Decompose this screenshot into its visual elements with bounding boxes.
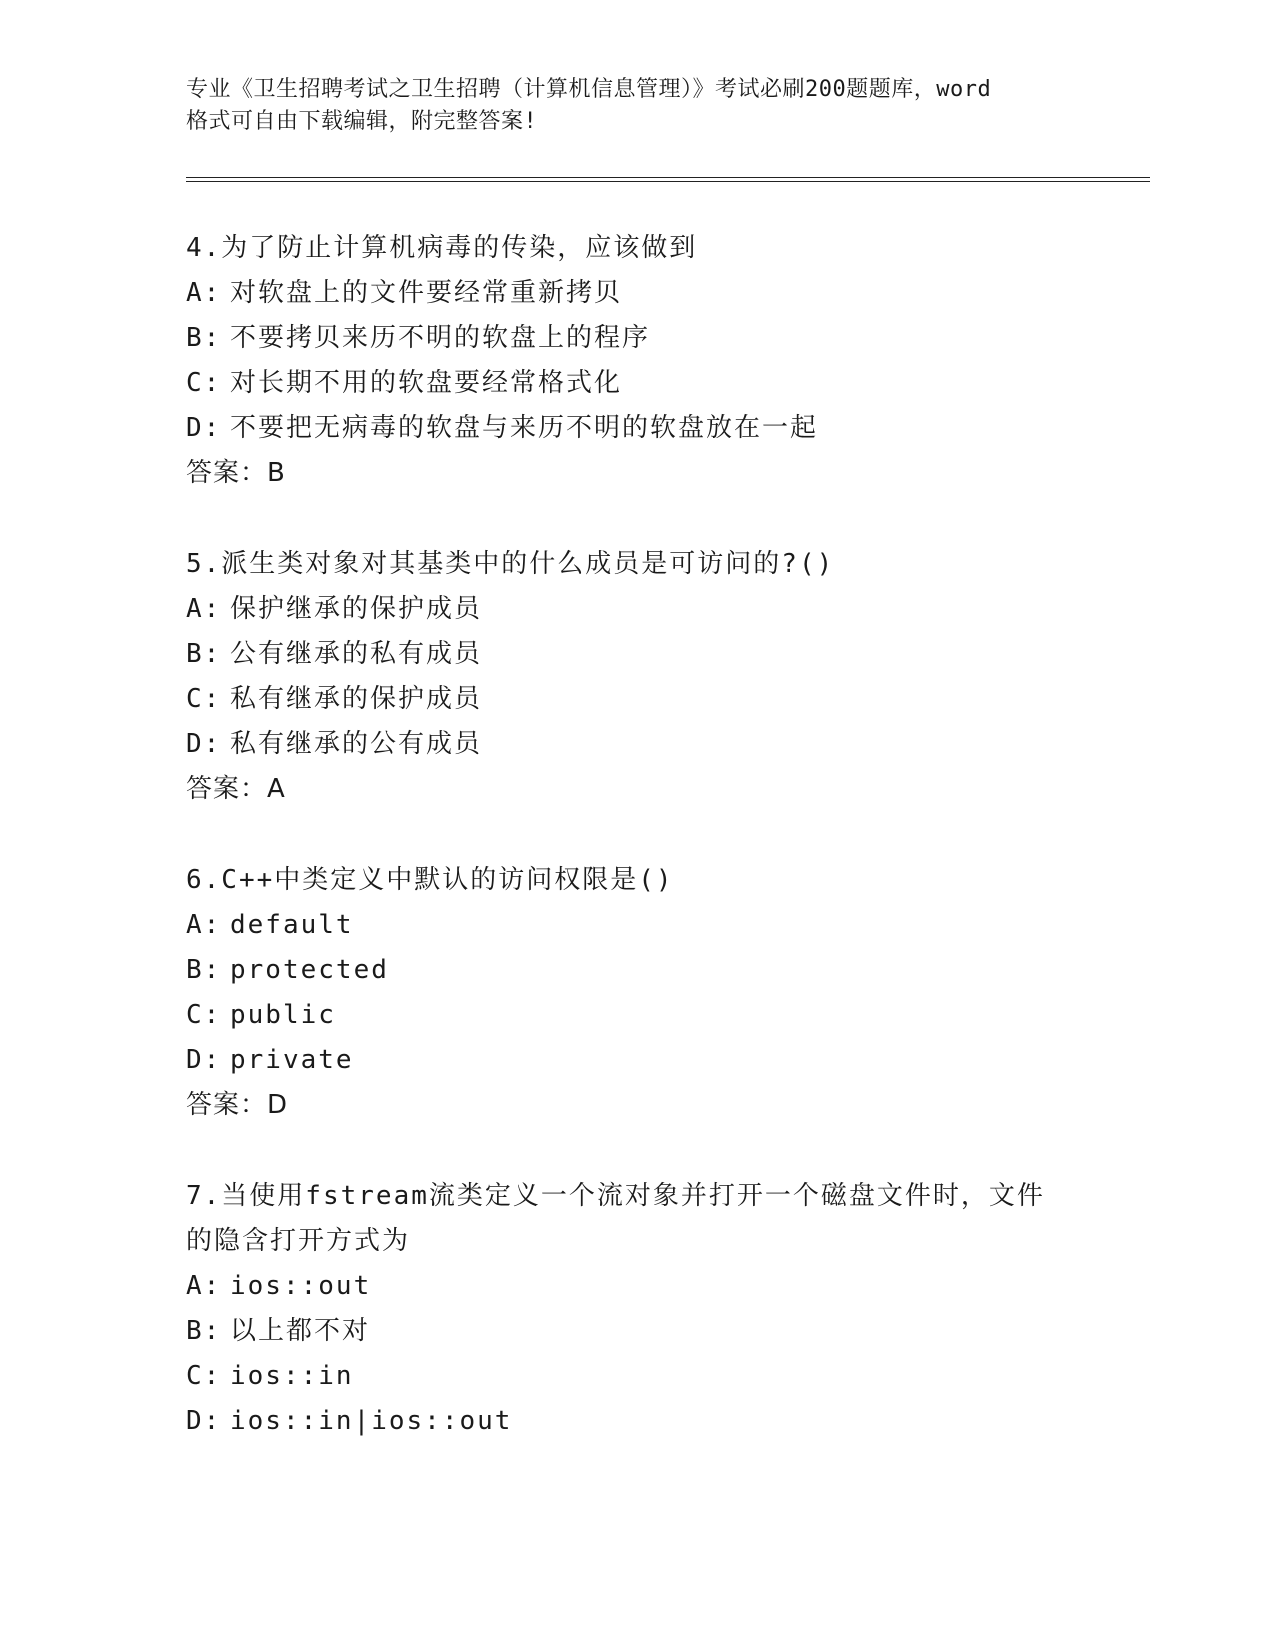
header-double-rule: [186, 177, 1150, 182]
option-text: 私有继承的保护成员: [230, 684, 483, 714]
option-text: 不要把无病毒的软盘与来历不明的软盘放在一起: [230, 413, 819, 443]
option-text: 公有继承的私有成员: [230, 639, 483, 669]
question-6: [186, 858, 1086, 1128]
option-text: private: [230, 1045, 354, 1075]
option-letter: A:: [186, 1271, 222, 1301]
option-text: 不要拷贝来历不明的软盘上的程序: [230, 323, 651, 353]
option-d: [186, 406, 1086, 451]
option-letter: B:: [186, 639, 222, 669]
question-stem: 5.派生类对象对其基类中的什么成员是可访问的?(): [186, 549, 835, 579]
option-letter: B:: [186, 955, 222, 985]
option-letter: C:: [186, 368, 222, 398]
option-text: 对长期不用的软盘要经常格式化: [230, 368, 623, 398]
option-letter: A:: [186, 910, 222, 940]
option-letter: D:: [186, 1045, 222, 1075]
option-a: [186, 271, 1086, 316]
option-d: [186, 1038, 1086, 1083]
question-stem: 6.C++中类定义中默认的访问权限是(): [186, 865, 674, 895]
option-text: ios::in: [230, 1361, 354, 1391]
option-letter: C:: [186, 1000, 222, 1030]
question-stem: 4.为了防止计算机病毒的传染，应该做到: [186, 233, 698, 263]
option-d: [186, 1399, 1086, 1444]
option-letter: A:: [186, 594, 222, 624]
option-a: [186, 903, 1086, 948]
option-letter: D:: [186, 1406, 222, 1436]
option-text: 保护继承的保护成员: [230, 594, 483, 624]
option-text: 以上都不对: [230, 1316, 371, 1346]
option-a: [186, 587, 1086, 632]
option-letter: B:: [186, 323, 222, 353]
option-text: protected: [230, 955, 389, 985]
option-d: [186, 722, 1086, 767]
option-letter: B:: [186, 1316, 222, 1346]
option-letter: C:: [186, 684, 222, 714]
option-c: [186, 1354, 1086, 1399]
question-stem-continued: 的隐含打开方式为: [186, 1226, 411, 1256]
question-stem: 7.当使用fstream流类定义一个流对象并打开一个磁盘文件时，文件: [186, 1181, 1045, 1211]
question-5: [186, 542, 1086, 812]
option-b: [186, 1309, 1086, 1354]
option-c: [186, 677, 1086, 722]
answer-line: 答案：B: [186, 458, 286, 488]
option-b: [186, 632, 1086, 677]
answer-line: 答案：A: [186, 774, 286, 804]
option-text: default: [230, 910, 354, 940]
option-letter: D:: [186, 729, 222, 759]
option-c: [186, 361, 1086, 406]
option-b: [186, 948, 1086, 993]
option-letter: A:: [186, 278, 222, 308]
header-line-1: 专业《卫生招聘考试之卫生招聘（计算机信息管理）》考试必刷200题题库，word: [186, 77, 992, 102]
option-c: [186, 993, 1086, 1038]
document-header: [186, 74, 1086, 138]
option-a: [186, 1264, 1086, 1309]
option-text: ios::in|ios::out: [230, 1406, 513, 1436]
question-4: [186, 226, 1086, 496]
option-text: public: [230, 1000, 336, 1030]
option-b: [186, 316, 1086, 361]
option-text: ios::out: [230, 1271, 372, 1301]
question-7: [186, 1174, 1086, 1444]
header-line-2: 格式可自由下载编辑，附完整答案!: [186, 109, 538, 134]
answer-line: 答案：D: [186, 1090, 289, 1120]
option-letter: D:: [186, 413, 222, 443]
option-letter: C:: [186, 1361, 222, 1391]
option-text: 私有继承的公有成员: [230, 729, 483, 759]
option-text: 对软盘上的文件要经常重新拷贝: [230, 278, 623, 308]
